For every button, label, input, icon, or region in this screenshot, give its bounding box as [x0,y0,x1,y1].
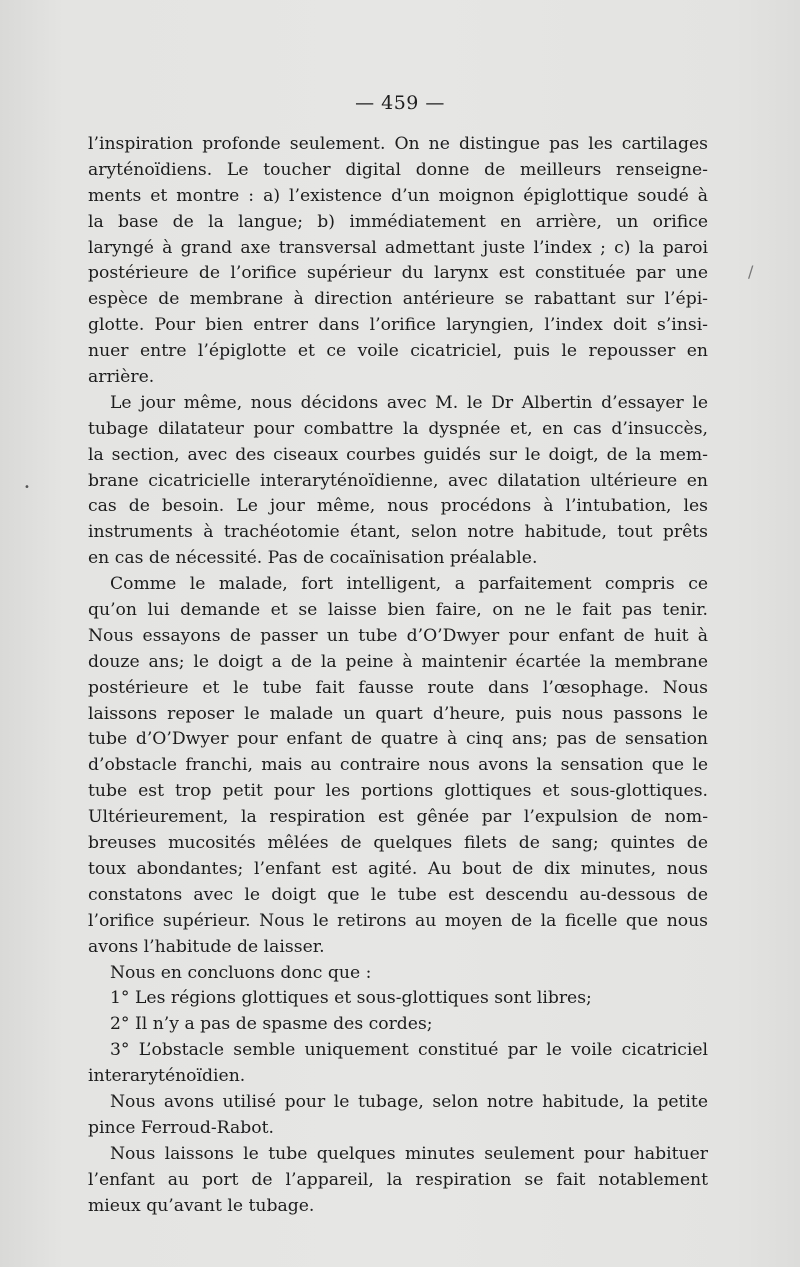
text-line: Nous laissons le tube quelques minutes seulement pour habituer [110,1143,708,1164]
text-line: brane cicatricielle interaryténoïdienne, avec dilatation ultérieure en [88,470,708,491]
text-line: 3° L’obstacle semble uniquement constitué par le voile cicatriciel [110,1040,708,1061]
text-line: l’inspiration profonde seulement. On ne distingue pas les cartilages [88,134,708,154]
text-line: cas de besoin. Le jour même, nous procédons à l’intubation, les [88,496,708,517]
text-line: 2° Il n’y a pas de spasme des cordes; [110,1014,433,1035]
text-line: Nous avons utilisé pour le tubage, selon notre habitude, la petite [110,1091,708,1112]
text-line: tube d’O’Dwyer pour enfant de quatre à cinq ans; pas de sensation [88,729,708,750]
list-item-2 [88,1012,708,1038]
paragraph-4 [88,961,708,987]
body-text [88,132,708,1219]
text-line: aryténoïdiens. Le toucher digital donne de meilleurs renseigne- [88,159,708,180]
scan-speck: / [748,262,754,281]
scan-speck: • [24,482,30,493]
text-line: Le jour même, nous décidons avec M. le Dr Albertin d’essayer le [110,392,708,413]
text-line: espèce de membrane à direction antérieure se rabattant sur l’épi- [88,289,708,310]
text-line: pince Ferroud-Rabot. [88,1117,274,1138]
text-line: toux abondantes; l’enfant est agité. Au bout de dix minutes, nous [88,858,708,879]
text-line: constatons avec le doigt que le tube est descendu au-dessous de [88,884,708,905]
paragraph-6 [88,1142,708,1220]
text-line: l’enfant au port de l’appareil, la respiration se fait notablement [88,1169,708,1190]
text-line: d’obstacle franchi, mais au contraire nous avons la sensation que le [88,755,708,776]
paragraph-2 [88,391,708,572]
text-line: laryngé à grand axe transversal admettant juste l’index ; c) la paroi [88,237,708,258]
text-line: laissons reposer le malade un quart d’heure, puis nous passons le [88,703,708,724]
paragraph-1 [88,132,708,391]
text-line: Nous essayons de passer un tube d’O’Dwyer pour enfant de huit à [88,625,708,646]
text-line: la base de la langue; b) immédiatement en arrière, un orifice [88,211,708,232]
text-line: qu’on lui demande et se laisse bien faire, on ne le fait pas tenir. [88,600,708,621]
text-line: postérieure et le tube fait fausse route dans l’œsophage. Nous [88,677,708,698]
text-line: Ultérieurement, la respiration est gênée par l’expulsion de nom- [88,807,708,828]
list-item-1 [88,986,708,1012]
paragraph-3 [88,572,708,960]
text-line: instruments à trachéotomie étant, selon notre habitude, tout prêts [88,522,708,543]
text-line: mieux qu’avant le tubage. [88,1195,315,1216]
text-line: postérieure de l’orifice supérieur du larynx est constituée par une [88,263,708,284]
text-line: tube est trop petit pour les portions glottiques et sous-glottiques. [88,781,708,802]
text-line: interaryténoïdien. [88,1066,246,1087]
text-line: en cas de nécessité. Pas de cocaïnisation préalable. [88,548,538,569]
text-line: la section, avec des ciseaux courbes guidés sur le doigt, de la mem- [88,444,708,465]
text-line: arrière. [88,367,155,388]
text-line: douze ans; le doigt a de la peine à maintenir écartée la membrane [88,651,708,672]
text-line: avons l’habitude de laisser. [88,936,325,957]
page-number: — 459 — [355,92,445,114]
text-line: 1° Les régions glottiques et sous-glottiques sont libres; [110,988,592,1009]
text-line: l’orifice supérieur. Nous le retirons au moyen de la ficelle que nous [88,910,708,931]
text-line: glotte. Pour bien entrer dans l’orifice laryngien, l’index doit s’insi- [88,315,708,336]
paragraph-5 [88,1090,708,1142]
text-line: Comme le malade, fort intelligent, a parfaitement compris ce [110,574,708,595]
text-line: ments et montre : a) l’existence d’un moignon épiglottique soudé à [88,185,708,206]
text-line: breuses mucosités mêlées de quelques filets de sang; quintes de [88,833,708,854]
text-line: tubage dilatateur pour combattre la dyspnée et, en cas d’insuccès, [88,418,708,439]
text-line: Nous en concluons donc que : [110,962,372,983]
text-line: nuer entre l’épiglotte et ce voile cicatriciel, puis le repousser en [88,341,708,362]
list-item-3 [88,1038,708,1090]
